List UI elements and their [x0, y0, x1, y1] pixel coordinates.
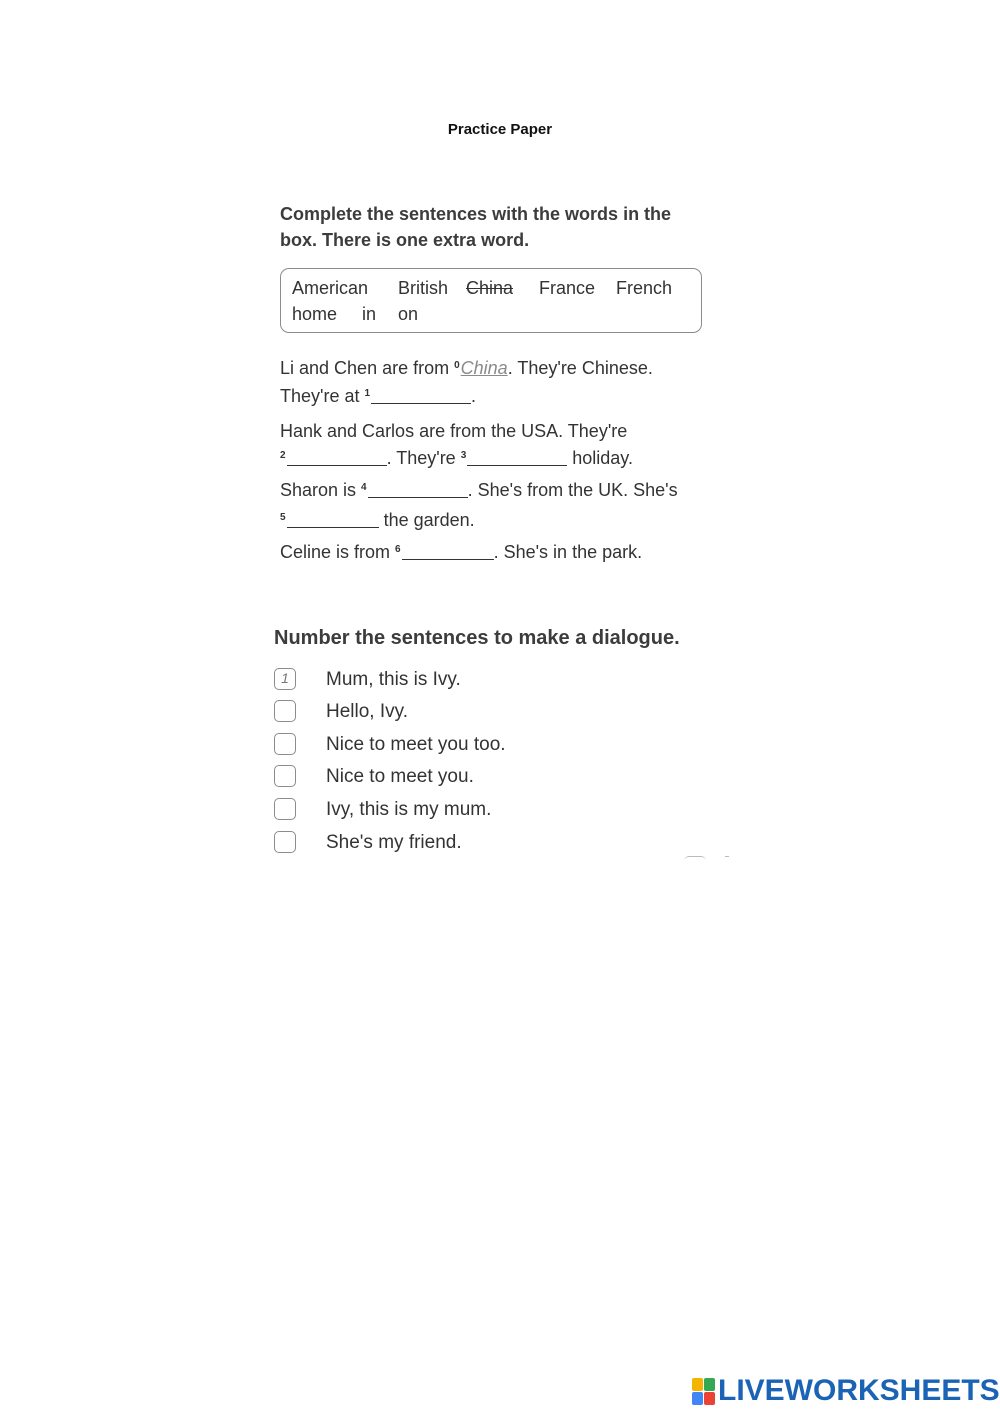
gap-1-blank[interactable] [371, 387, 471, 404]
word-in: in [362, 304, 377, 324]
word-france: France [539, 278, 596, 298]
dialogue-text: Ivy, this is my mum. [326, 799, 492, 820]
logo-square [692, 1392, 703, 1405]
page-title: Practice Paper [447, 121, 553, 138]
sentence-3a: Sharon is $^4$ . She's from the UK. She's [280, 480, 678, 500]
word-on: on [398, 304, 419, 324]
instruction-line-1: Complete the sentences with the words in the [280, 204, 672, 224]
gap-number-2: 2 [280, 450, 286, 461]
word-box [280, 268, 702, 333]
dialogue-text: She's my friend. [326, 832, 462, 853]
gap-number-3: 3 [460, 450, 467, 461]
gap-number-4: 4 [361, 482, 367, 493]
dialogue-text: Nice to meet you. [326, 766, 474, 787]
exercise1-instruction [280, 201, 720, 253]
sentence-2b: $^2$ . They're $^3$ holiday. [280, 448, 633, 468]
number-box[interactable] [274, 798, 296, 820]
logo-square [704, 1392, 715, 1405]
word-china-struck: China [466, 278, 514, 298]
dialogue-text: Hello, Ivy. [326, 701, 409, 722]
gap-6-blank[interactable] [402, 543, 494, 560]
instruction-line-2: box. There is one extra word. [280, 230, 530, 250]
number-box[interactable] [274, 831, 296, 853]
number-box[interactable] [274, 733, 296, 755]
gap-4-blank[interactable] [368, 481, 468, 498]
number-box[interactable] [274, 765, 296, 787]
gap-number-5: 5 [280, 512, 286, 523]
liveworksheets-logo [692, 1374, 1000, 1408]
word-french: French [616, 278, 673, 298]
gap-number-1: 1 [364, 388, 371, 399]
logo-square [692, 1378, 703, 1391]
word-british: British [398, 278, 449, 298]
logo-text: LIVEWORKSHEETS [718, 1374, 1000, 1407]
dialogue-text: Nice to meet you too. [326, 734, 506, 755]
sentence-3b: $^5$ the garden. [280, 510, 475, 530]
number-box[interactable] [274, 700, 296, 722]
number-box[interactable]: 1 [274, 668, 296, 690]
gap-number-6: 6 [395, 544, 401, 555]
sentence-4: Celine is from $^6$ . She's in the park. [280, 542, 643, 562]
exercise2-instruction: Number the sentences to make a dialogue. [274, 627, 680, 649]
cropped-text-edge [725, 856, 729, 861]
gap-5-blank[interactable] [287, 511, 379, 528]
word-american: American [292, 278, 369, 298]
logo-square [704, 1378, 715, 1391]
gap-number-0: 0 [454, 360, 460, 371]
liveworksheets-logo-icon [692, 1378, 714, 1404]
sentence-2a: Hank and Carlos are from the USA. They're [280, 421, 628, 441]
dialogue-text: Mum, this is Ivy. [326, 669, 461, 690]
gap-3-blank[interactable] [467, 449, 567, 466]
cropped-box-edge [684, 856, 706, 865]
sentence-1: They're at $^1$ . [280, 386, 477, 406]
sentence-0: Li and Chen are from $^0$China. They're Chinese. [280, 358, 653, 378]
example-answer: China [460, 358, 508, 378]
gap-2-blank[interactable] [287, 449, 387, 466]
word-home: home [292, 304, 338, 324]
